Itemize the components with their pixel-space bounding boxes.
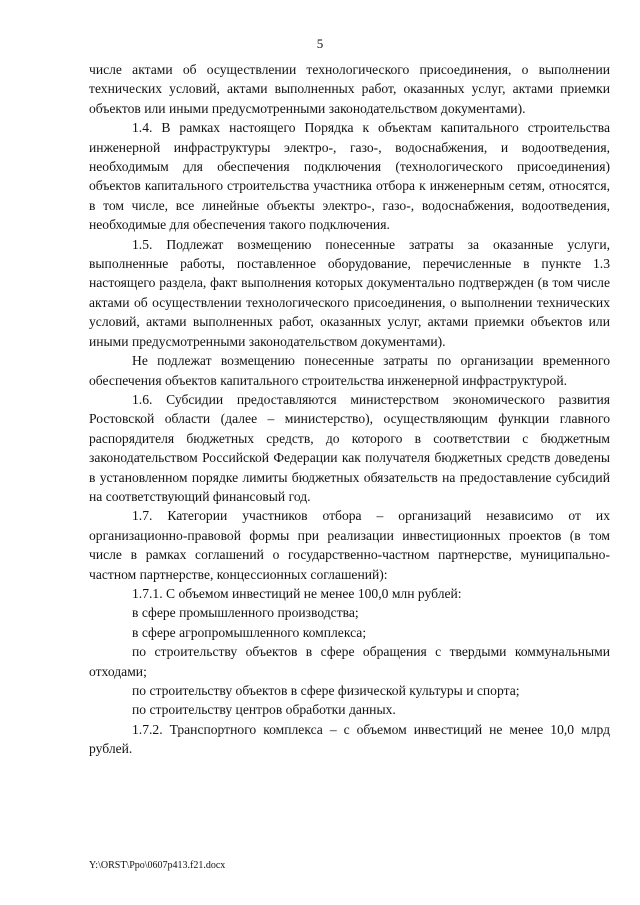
paragraph-1-5: 1.5. Подлежат возмещению понесенные затраты за оказанные услуги, выполненные работы, поставленное оборудование, перечисленные в пункте 1.3 настоящего раздела, факт выполнения которых документально подтвержден (в том числе актами об осуществлении технологического присоединения, о выполнении технических условий, актами выполненных работ, оказанных услуг, актами приемки объектов или иными предусмотренными законодательством документами). xyxy=(89,236,610,349)
document-body xyxy=(89,60,610,759)
paragraph-1-6: 1.6. Субсидии предоставляются министерством экономического развития Ростовской области (далее – министерство), осуществляющим функции главного распорядителя бюджетных средств, до которого в соответствии с бюджетным законодательством Российской Федерации как получателя бюджетных средств доведены в установленном порядке лимиты бюджетных обязательств на предоставление субсидий на соответствующий финансовый год. xyxy=(89,391,610,504)
list-item-data-centers: по строительству центров обработки данных. xyxy=(132,702,396,718)
list-item-industrial: в сфере промышленного производства; xyxy=(132,605,359,621)
page-number: 5 xyxy=(316,36,324,51)
list-item-sport: по строительству объектов в сфере физической культуры и спорта; xyxy=(132,683,520,698)
paragraph-1-7-2: 1.7.2. Транспортного комплекса – с объемом инвестиций не менее 10,0 млрд рублей. xyxy=(89,721,610,757)
paragraph-1-7-1: 1.7.1. С объемом инвестиций не менее 100,0 млн рублей: xyxy=(132,585,462,601)
list-item-agro: в сфере агропромышленного комплекса; xyxy=(132,624,367,640)
paragraph-1-4: 1.4. В рамках настоящего Порядка к объектам капитального строительства инженерной инфраструктуры электро-, газо-, водоснабжения, и водоотведения, необходимым для обеспечения подключения (технологического присоединения) объектов капитального строительства участника отбора к инженерным сетям, относятся, в том числе, все линейные объекты электро-, газо-, водоснабжения, водоотведения, необходимые для обеспечения такого подключения. xyxy=(89,120,610,233)
list-item-waste: по строительству объектов в сфере обращения с твердыми коммунальными отходами; xyxy=(89,644,610,679)
footer-file-path: Y:\ORST\Ppo\0607p413.f21.docx xyxy=(89,860,226,871)
paragraph-continuation: числе актами об осуществлении технологического присоединения, о выполнении технических условий, актами выполненных работ, оказанных услуг, актами приемки объектов или иными предусмотренными законодательством документами). xyxy=(89,62,610,116)
paragraph-not-reimbursed: Не подлежат возмещению понесенные затраты по организации временного обеспечения объектов капитального строительства инженерной инфраструктурой. xyxy=(89,353,610,388)
paragraph-1-7: 1.7. Категории участников отбора – организаций независимо от их организационно-правовой формы при реализации инвестиционных проектов (в том числе в рамках соглашений о государственно-частном партнерстве, муниципально-частном партнерстве, концессионных соглашений): xyxy=(89,508,610,582)
